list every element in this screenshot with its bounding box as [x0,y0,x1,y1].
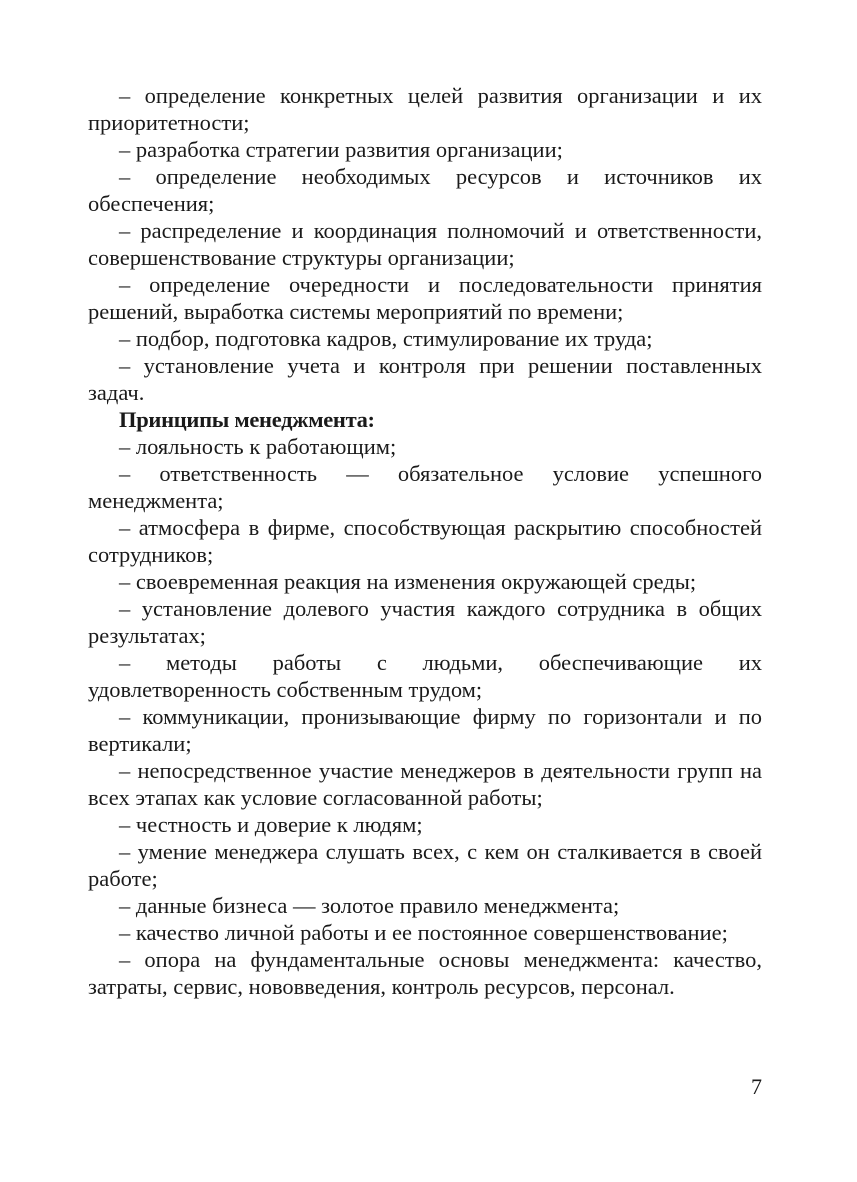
list-item-goal: – определение необходимых ресурсов и источников их обеспечения; [88,164,762,216]
list-item-principle: – установление долевого участия каждого сотрудника в общих результатах; [88,596,762,648]
list-item-principle: – атмосфера в фирме, способствующая раскрытию способностей сотрудников; [88,515,762,567]
list-item-principle: – методы работы с людьми, обеспечивающие их удовлетворенность собственным трудом; [88,650,762,702]
principles-heading: Принципы менеджмента: [119,407,375,432]
list-item-goal: – распределение и координация полномочий и ответственности, совершенствование структуры организации; [88,218,762,270]
list-item-principle: – опора на фундаментальные основы менеджмента: качество, затраты, сервис, нововведения, контроль ресурсов, персонал. [88,947,762,999]
list-item-principle: – качество личной работы и ее постоянное совершенствование; [119,920,728,945]
list-item-goal: – установление учета и контроля при решении поставленных задач. [88,353,762,405]
list-item-goal: – разработка стратегии развития организации; [119,137,563,162]
list-item-principle: – данные бизнеса — золотое правило менеджмента; [119,893,620,918]
list-item-principle: – коммуникации, пронизывающие фирму по горизонтали и по вертикали; [88,704,762,756]
page-body [88,82,762,1000]
list-item-goal: – определение конкретных целей развития организации и их приоритетности; [88,83,762,135]
list-item-principle: – честность и доверие к людям; [119,812,423,837]
list-item-principle: – лояльность к работающим; [119,434,397,459]
list-item-principle: – своевременная реакция на изменения окружающей среды; [119,569,697,594]
page-number: 7 [751,1074,762,1099]
list-item-principle: – непосредственное участие менеджеров в деятельности групп на всех этапах как условие согласованной работы; [88,758,762,810]
list-item-principle: – умение менеджера слушать всех, с кем он сталкивается в своей работе; [88,839,762,891]
list-item-goal: – подбор, подготовка кадров, стимулирование их труда; [119,326,653,351]
list-item-principle: – ответственность — обязательное условие успешного менеджмента; [88,461,762,513]
list-item-goal: – определение очередности и последовательности принятия решений, выработка системы мероприятий по времени; [88,272,762,324]
